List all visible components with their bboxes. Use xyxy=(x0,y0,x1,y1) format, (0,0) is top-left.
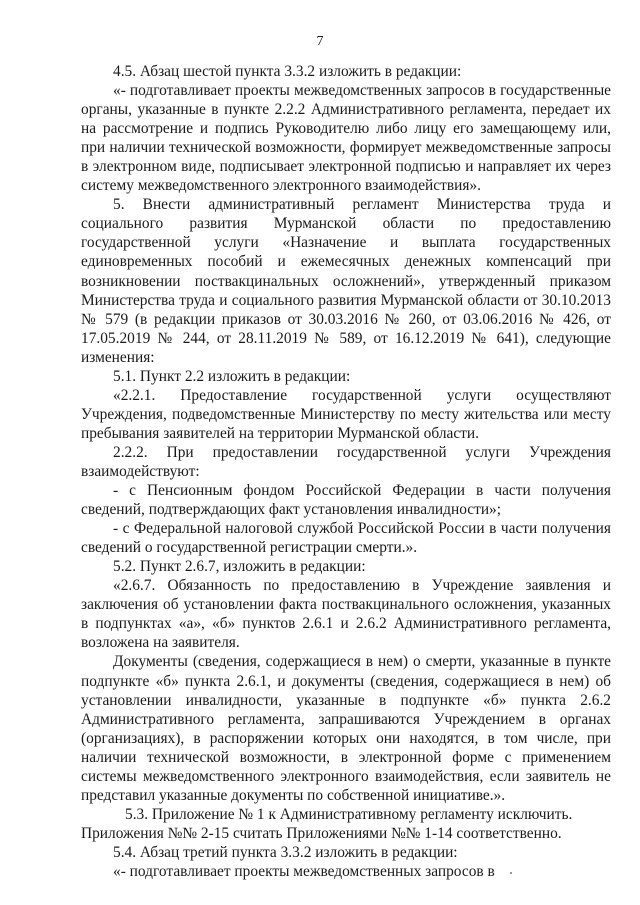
paragraph-5-1: 5.1. Пункт 2.2 изложить в редакции: xyxy=(113,367,351,385)
paragraph-quote-requests-2: «- подготавливает проекты межведомственных запросов в xyxy=(113,862,495,880)
paragraph-appendices: Приложения №№ 2-15 считать Приложениями №№ 1-14 соответственно. xyxy=(81,824,562,842)
paragraph-2-6-7: «2.6.7. Обязанность по предоставлению в Учреждение заявления и заключения об установлении факта поствакцинального осложнения, указанных в подпунктах «а», «б» пунктов 2.6.1 и 2.6.2 Административного регламента, возложена на заявителя. xyxy=(81,577,611,652)
paragraph-documents: Документы (сведения, содержащиеся в нем) о смерти, указанные в пункте подпункте «б» пункта 2.6.1, и документы (сведения, содержащиеся в нем) об установлении инвалидности, указанные в подпункте «б» пункта 2.6.2 Административного регламента, запрашиваются Учреждением в органах (организациях), в распоряжении которых они находятся, в том числе, при наличии технической возможности, в электронной форме с применением системы межведомственного электронного взаимодействия, если заявитель не представил указанные документы по собственной инициативе.». xyxy=(81,653,611,804)
page-number: 7 xyxy=(316,34,324,49)
paragraph-2-2-2: 2.2.2. При предоставлении государственной услуги Учреждения взаимодействуют: xyxy=(81,443,611,480)
paragraph-5-amend: 5. Внести административный регламент Министерства труда и социального развития Мурманской области по предоставлению государственной услуги «Назначение и выплата государственных единовременных пособий и ежемесячных денежных компенсаций при возникновении поствакцинальных осложнений», утвержденный приказом Министерства труда и социального развития Мурманской области от 30.10.2013 № 579 (в редакции приказов от 30.03.2016 № 260, от 03.06.2016 № 426, от 17.05.2019 № 244, от 28.11.2019 № 589, от 16.12.2019 № 641), следующие изменения: xyxy=(81,196,611,366)
paragraph-tax-service: - с Федеральной налоговой службой Российской России в части получения сведений о государственной регистрации смерти.». xyxy=(81,520,611,557)
paragraph-5-4: 5.4. Абзац третий пункта 3.3.2 изложить в редакции: xyxy=(113,843,458,861)
paragraph-quote-requests: «- подготавливает проекты межведомственных запросов в государственные органы, указанные в пункте 2.2.2 Административного регламента, передает их на рассмотрение и подпись Руководителю либо лицу его замещающему или, при наличии технической возможности, формирует межведомственные запросы в электронном виде, подписывает электронной подписью и направляет их через систему межведомственного электронного взаимодействия». xyxy=(81,82,611,195)
document-body xyxy=(81,62,611,881)
paragraph-2-2-1: «2.2.1. Предоставление государственной услуги осуществляют Учреждения, подведомственные Министерству по месту жительства или месту пребывания заявителей на территории Мурманской области. xyxy=(81,386,611,442)
paragraph-pension-fund: - с Пенсионным фондом Российской Федерации в части получения сведений, подтверждающих факт установления инвалидности»; xyxy=(81,482,611,519)
paragraph-4-5: 4.5. Абзац шестой пункта 3.3.2 изложить в редакции: xyxy=(113,63,462,80)
paragraph-5-2: 5.2. Пункт 2.6.7, изложить в редакции: xyxy=(113,558,366,576)
paragraph-5-3: 5.3. Приложение № 1 к Административному регламенту исключить. xyxy=(125,805,573,823)
scan-speck xyxy=(510,872,512,874)
